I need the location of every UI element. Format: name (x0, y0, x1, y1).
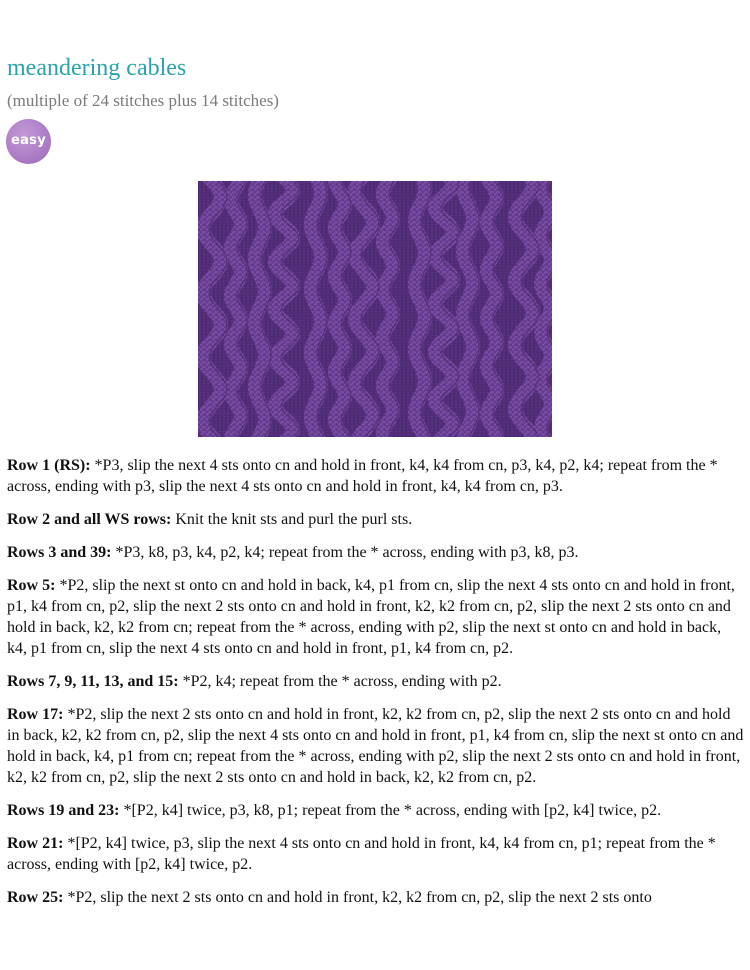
row-label: Row 2 and all WS rows: (7, 511, 172, 528)
row-text: *[P2, k4] twice, p3, slip the next 4 sts onto cn and hold in front, k4, k4 from cn, p1; repeat from the * across, ending with [p2, k4] twice, p2. (7, 835, 716, 873)
row-label: Rows 7, 9, 11, 13, and 15: (7, 673, 179, 690)
row-text: *P2, slip the next 2 sts onto cn and hold in front, k2, k2 from cn, p2, slip the next 2 sts onto cn and hold in back, k2, k2 from cn, p2, slip the next 4 sts onto cn and hold in front, p1, k4 from cn, slip the next st onto cn and hold in back, k4, p1 from cn; repeat from the * across, ending with p2, slip the next 2 sts onto cn and hold in front, k2, k2 from cn, p2, slip the next 2 sts onto cn and hold in back, k2, k2 from cn, p2. (7, 706, 744, 786)
row-text: *[P2, k4] twice, p3, k8, p1; repeat from the * across, ending with [p2, k4] twice, p2. (123, 802, 662, 819)
row-instruction (7, 704, 745, 788)
pattern-subtitle: (multiple of 24 stitches plus 14 stitches) (7, 91, 279, 110)
row-label: Row 5: (7, 577, 56, 594)
row-text: *P2, k4; repeat from the * across, ending with p2. (182, 673, 502, 690)
pattern-instructions (7, 455, 745, 920)
row-instruction (7, 455, 745, 497)
row-label: Row 1 (RS): (7, 457, 91, 474)
row-text: *P3, k8, p3, k4, p2, k4; repeat from the * across, ending with p3, k8, p3. (115, 544, 579, 561)
row-instruction (7, 833, 745, 875)
cable-strand (231, 181, 241, 437)
row-label: Row 25: (7, 889, 64, 906)
row-text: Knit the knit sts and purl the purl sts. (175, 511, 413, 528)
row-instruction (7, 671, 745, 692)
row-instruction (7, 800, 745, 821)
row-label: Rows 19 and 23: (7, 802, 120, 819)
row-label: Row 17: (7, 706, 64, 723)
row-text: *P2, slip the next st onto cn and hold in back, k4, p1 from cn, slip the next 4 sts onto cn and hold in front, p1, k4 from cn, p2, slip the next 2 sts onto cn and hold in front, k2, k2 from cn, p2, slip the next 2 sts onto cn and hold in back, k2, k2 from cn; repeat from the * across, ending with p2, slip the next st onto cn and hold in back, k4, p1 from cn, slip the next 4 sts onto cn and hold in front, p1, k4 from cn, p2. (7, 577, 735, 657)
row-label: Rows 3 and 39: (7, 544, 112, 561)
row-instruction (7, 509, 745, 530)
row-text: *P2, slip the next 2 sts onto cn and hold in front, k2, k2 from cn, p2, slip the next 2 sts onto (67, 889, 652, 906)
row-instruction (7, 887, 745, 908)
pattern-title: meandering cables (7, 55, 187, 81)
difficulty-badge (6, 119, 51, 164)
row-instruction (7, 542, 745, 563)
row-label: Row 21: (7, 835, 64, 852)
difficulty-badge-label: easy (10, 133, 46, 148)
knit-swatch-image (198, 181, 552, 437)
row-text: *P3, slip the next 4 sts onto cn and hold in front, k4, k4 from cn, p3, k4, p2, k4; repeat from the * across, ending with p3, slip the next 4 sts onto cn and hold in front, k4, k4 from cn, p3. (7, 457, 718, 495)
row-instruction (7, 575, 745, 659)
